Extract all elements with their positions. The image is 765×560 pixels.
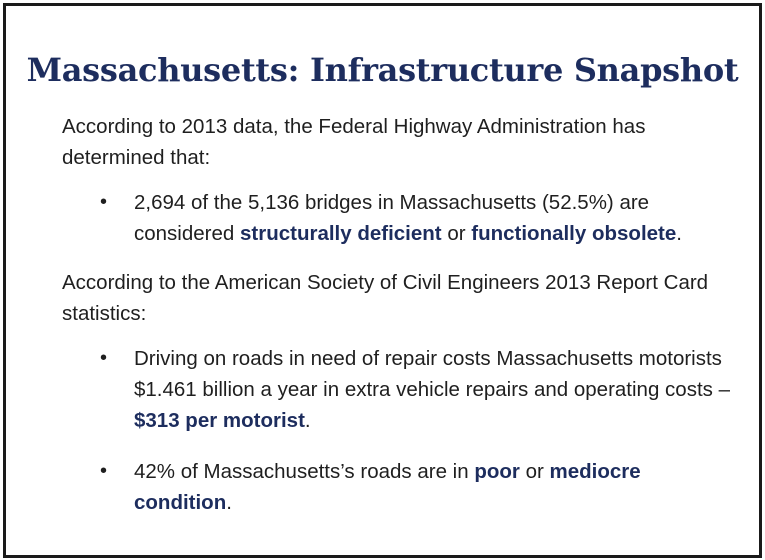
bullet-icon: •	[100, 191, 108, 213]
roads-text-b: or	[519, 460, 550, 483]
costs-emph-per-motorist: $313 per motorist	[134, 409, 305, 432]
section1-intro: According to 2013 data, the Federal Highway Administration has determined that:	[62, 115, 646, 169]
bullet-icon: •	[100, 347, 108, 369]
bridges-emph-obsolete: functionally obsolete	[471, 222, 677, 245]
list-item-road-condition	[100, 456, 744, 518]
section2-intro: According to the American Society of Civil Engineers 2013 Report Card statistics:	[62, 271, 709, 325]
list-item-bridges	[100, 187, 744, 249]
roads-emph-mediocre: mediocre condition	[134, 460, 641, 514]
bullet-icon: •	[100, 460, 108, 482]
infographic-frame	[3, 3, 762, 558]
costs-text-b: .	[304, 409, 311, 432]
roads-text-c: .	[226, 491, 232, 514]
roads-emph-poor: poor	[474, 460, 520, 483]
bridges-text-b: or	[441, 222, 472, 245]
page-title: Massachusetts: Infrastructure Snapshot	[26, 51, 739, 89]
bridges-emph-structurally: structurally deficient	[239, 222, 442, 245]
list-item-repair-costs	[100, 343, 744, 436]
roads-text-a: 42% of Massachusetts’s roads are in	[134, 460, 475, 483]
costs-text-a: Driving on roads in need of repair costs Massachusetts motorists $1.461 billion a year in extra vehicle repairs and operating costs –	[134, 347, 730, 401]
bridges-text-c: .	[676, 222, 682, 245]
bridges-text-a: 2,694 of the 5,136 bridges in Massachusetts (52.5%) are considered	[134, 191, 650, 245]
